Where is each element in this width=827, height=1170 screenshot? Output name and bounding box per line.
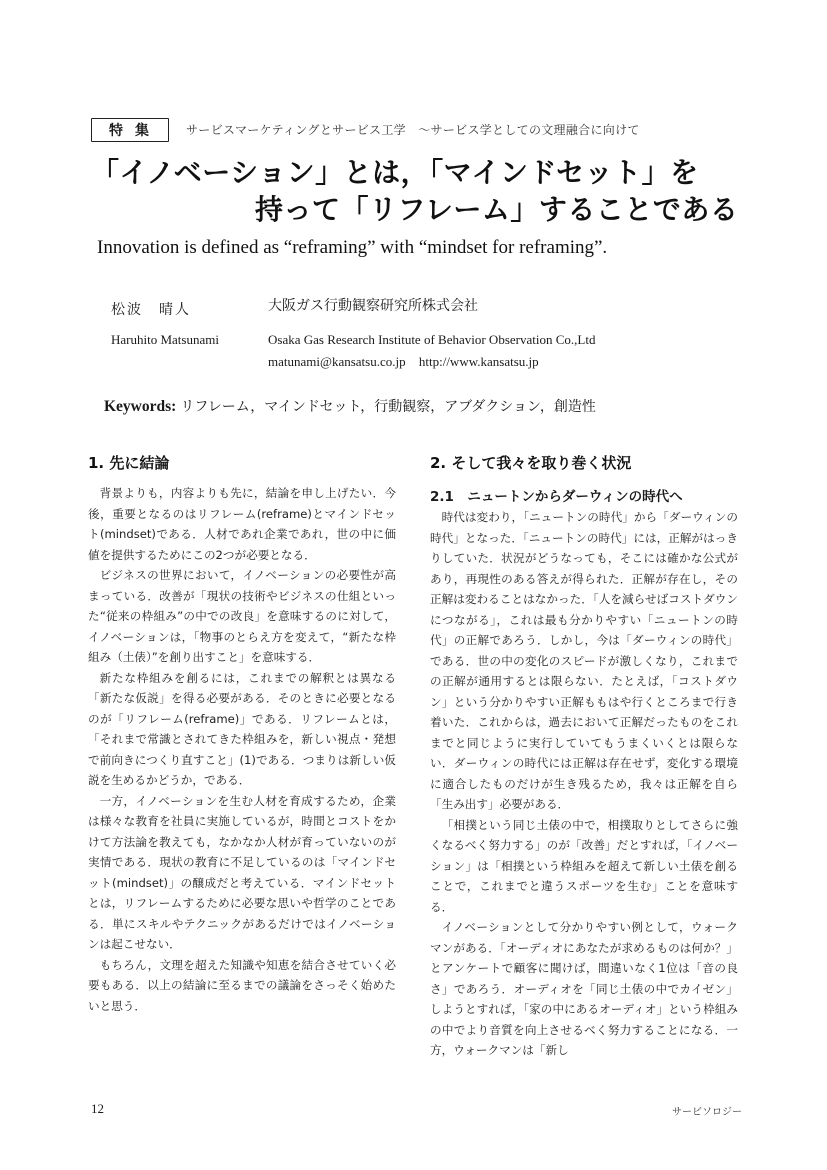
english-title: Innovation is defined as “reframing” with “mindset for reframing”. (97, 237, 608, 258)
paragraph: もちろん，文理を超えた知識や知恵を結合させていく必要もある．以上の結論に至るまでの議論をさっそく始めたいと思う． (88, 957, 396, 1013)
page-number: 12 (91, 1101, 104, 1116)
journal-name: サービソロジー (672, 1107, 742, 1118)
paragraph: 一方，イノベーションを生む人材を育成するため，企業は様々な教育を社員に実施しているが，時間とコストをかけて方法論を教えても，なかなか人材が育っていないのが実情である．現状の教育に不足しているのは「マインドセット(mindset)」の醸成だと考えている．マインドセットとは，リフレームするために必要な思いや哲学のことである．単にスキルやテクニックがあるだけではイノベーションは起こせない． (88, 793, 396, 951)
affiliation-en: Osaka Gas Research Institute of Behavior Observation Co.,Ltd (268, 332, 596, 347)
author-email: matunami@kansatsu.co.jp (268, 354, 406, 369)
article-title-line-1: 「イノベーション」とは，「マインドセット」を (91, 156, 699, 189)
keywords-text: リフレーム，マインドセット，行動観察，アブダクション，創造性 (180, 399, 596, 415)
section-2-1-heading: 2.1 ニュートンからダーウィンの時代へ (430, 489, 683, 505)
feature-badge: 特集 (91, 118, 169, 142)
section-2-body (430, 507, 738, 1061)
contact-info (268, 354, 549, 370)
section-1-heading: 1. 先に結論 (88, 454, 170, 472)
author-url: http://www.kansatsu.jp (418, 354, 539, 369)
feature-title: サービスマーケティングとサービス工学 ～サービス学としての文理融合に向けて (186, 123, 640, 137)
paragraph: 背景よりも，内容よりも先に，結論を申し上げたい．今後，重要となるのはリフレーム(reframe)とマインドセット(mindset)である．人材であれ企業であれ，世の中に価値を提供するためにこの2つが必要となる． (88, 486, 396, 562)
affiliation-jp: 大阪ガス行動観察研究所株式会社 (268, 298, 478, 314)
paragraph: イノベーションとして分かりやすい例として，ウォークマンがある．「オーディオにあなたが求めるものは何か？」とアンケートで顧客に聞けば，間違いなく1位は「音の良さ」であろう．オーディオを「同じ土俵の中でカイゼン」しようとすれば，「家の中にあるオーディオ」という枠組みの中でより音質を向上させるべく努力することになる．一方，ウォークマンは「新し (430, 920, 738, 1057)
section-2-heading: 2. そして我々を取り巻く状況 (430, 454, 632, 472)
paragraph: ビジネスの世界において，イノベーションの必要性が高まっている．改善が「現状の技術やビジネスの仕組といった“従来の枠組み”の中での改良」を意味するのに対して，イノベーションは，「物事のとらえ方を変えて，“新たな枠組み（土俵）”を創り出すこと」を意味する． (88, 568, 396, 664)
article-title-line-2: 持って「リフレーム」することである (255, 193, 739, 226)
author-name-en: Haruhito Matsunami (111, 332, 219, 347)
keywords-label: Keywords: (104, 398, 177, 415)
paragraph: 時代は変わり，「ニュートンの時代」から「ダーウィンの時代」となった．「ニュートンの時代」には，正解がはっきりしていた．状況がどうなっても，そこには確かな公式があり，再現性のある答えが得られた．正解が存在し，その正解は変わることはなかった．「人を減らせばコストダウンにつながる」，これは最も分かりやすい「ニュートンの時代」の正解であろう．しかし，今は「ダーウィンの時代」である．世の中の変化のスピードが激しくなり，これまでの正解が通用するとは限らない．たとえば，「コストダウン」という分かりやすい正解ももはや行くところまで行き着いた．これからは，過去において正解だったものをこれまでと同じように実行していてもうまくいくとは限らない．ダーウィンの時代には正解は存在せず，変化する環境に適合したものだけが生き残るため，我々は正解を自ら「生み出す」必要がある． (430, 510, 738, 811)
section-1-body (88, 483, 396, 1016)
paragraph: 「相撲という同じ土俵の中で，相撲取りとしてさらに強くなるべく努力する」のが「改善」だとすれば，「イノベーション」は「相撲という枠組みを超えて新しい土俵を創ることで，これまでと違うスポーツを生む」ことを意味する． (430, 817, 738, 914)
author-name-jp: 松波 晴人 (111, 302, 191, 318)
paragraph: 新たな枠組みを創るには，これまでの解釈とは異なる「新たな仮説」を得る必要がある．そのときに必要となるのが「リフレーム(reframe)」である．リフレームとは，「それまで常識とされてきた枠組みを，新しい視点・発想で前向きにつくり直すこと」(1)である．つまりは新しい仮説を生めるかどうか，である． (88, 670, 396, 787)
keywords (104, 396, 596, 416)
